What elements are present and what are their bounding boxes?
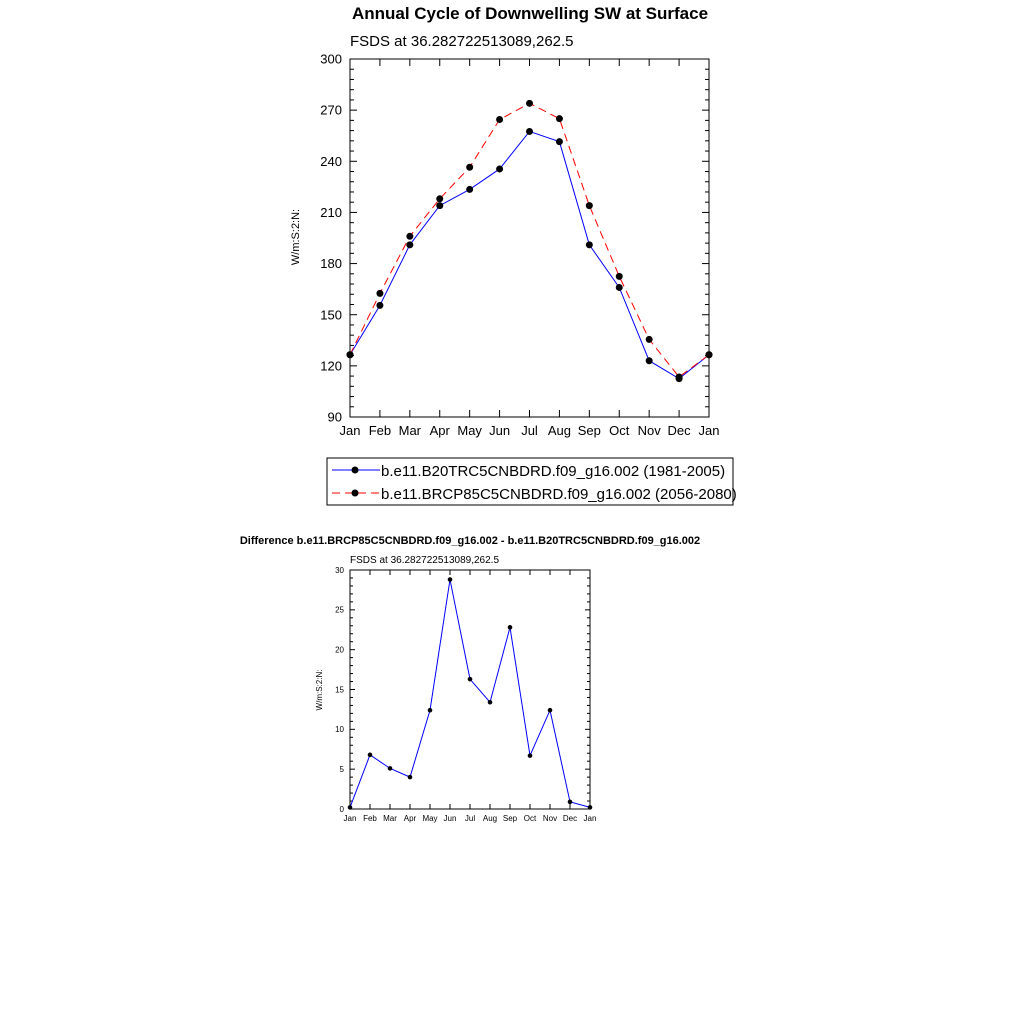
x-tick-label: Jan [343,814,357,823]
diff-plot-frame [350,570,590,809]
diff-chart-subtitle: FSDS at 36.282722513089,262.5 [350,555,500,566]
data-point-series-2 [586,202,593,209]
x-tick-label: Nov [637,423,661,438]
chart-title: Annual Cycle of Downwelling SW at Surface [351,4,709,23]
data-point-series-1 [368,753,373,758]
y-tick-label: 30 [335,565,344,575]
legend-label-series-2: b.e11.BRCP85C5CNBDRD.f09_g16.002 (2056-2080) [381,486,737,503]
x-tick-label: Aug [547,423,571,438]
x-tick-label: May [422,814,438,823]
x-tick-label: Sep [577,423,601,438]
data-point-series-2 [376,290,383,297]
data-point-series-1 [616,284,623,291]
x-axis-ticks [340,59,720,438]
data-point-series-2 [406,233,413,240]
y-axis-ticks [320,52,709,425]
x-tick-label: Jun [489,423,511,438]
diff-x-axis-ticks [344,570,597,823]
data-point-series-1 [496,165,503,172]
x-tick-label: Oct [523,814,537,823]
data-point-series-2 [616,273,623,280]
y-tick-label: 300 [320,51,342,67]
x-tick-label: Sep [502,814,518,823]
x-tick-label: Jan [698,423,720,438]
y-tick-label: 240 [320,153,342,169]
x-tick-label: Jul [464,814,476,823]
data-point-series-1 [548,708,553,713]
data-point-series-2 [646,336,653,343]
difference-chart [240,535,700,823]
x-tick-label: May [457,423,482,438]
y-tick-label: 120 [320,358,342,374]
plot-frame [350,59,709,417]
series-line-2 [350,103,709,377]
data-point-series-1 [406,241,413,248]
y-tick-label: 210 [320,204,342,220]
data-point-series-2 [436,195,443,202]
y-tick-label: 15 [335,685,344,695]
legend-marker-series-2 [352,490,359,497]
y-tick-label: 180 [320,256,342,272]
x-tick-label: Oct [609,423,630,438]
legend-label-series-1: b.e11.B20TRC5CNBDRD.f09_g16.002 (1981-2005) [381,463,726,480]
data-point-series-2 [526,100,533,107]
x-tick-label: Nov [542,814,558,823]
data-point-series-1 [408,775,413,780]
y-tick-label: 10 [335,725,344,735]
data-point-series-1 [466,186,473,193]
data-point-series-1 [588,805,593,810]
data-point-series-2 [466,164,473,171]
data-point-series-1 [468,677,473,682]
diff-y-axis-label: W/m:S:2:N: [315,669,324,711]
y-tick-label: 90 [327,409,342,425]
annual-cycle-chart [290,4,737,505]
x-tick-label: Apr [429,423,450,438]
data-point-series-2 [347,351,354,358]
series-layer [347,100,713,382]
x-tick-label: Jul [521,423,538,438]
data-point-series-2 [556,115,563,122]
data-point-series-1 [508,625,513,630]
legend [327,458,737,505]
diff-series-layer [348,577,593,809]
x-tick-label: Dec [562,814,578,823]
data-point-series-1 [528,753,533,758]
data-point-series-1 [586,241,593,248]
y-tick-label: 20 [335,645,344,655]
x-tick-label: Jan [339,423,361,438]
data-point-series-1 [428,708,433,713]
series-line-1 [350,131,709,378]
data-point-series-1 [568,800,573,805]
data-point-series-1 [488,700,493,705]
chart-subtitle: FSDS at 36.282722513089,262.5 [350,33,574,50]
data-point-series-2 [676,373,683,380]
y-tick-label: 270 [320,102,342,118]
data-point-series-1 [646,357,653,364]
x-tick-label: Mar [398,423,422,438]
diff-y-axis-ticks [335,566,590,814]
legend-marker-series-1 [352,467,359,474]
x-tick-label: Jan [583,814,597,823]
data-point-series-1 [348,805,353,810]
x-tick-label: Dec [667,423,691,438]
y-tick-label: 25 [335,605,344,615]
x-tick-label: Feb [368,423,392,438]
data-point-series-1 [526,128,533,135]
x-tick-label: Feb [363,814,377,823]
data-point-series-1 [436,202,443,209]
x-tick-label: Jun [443,814,457,823]
data-point-series-1 [388,766,393,771]
data-point-series-1 [376,302,383,309]
y-tick-label: 5 [339,764,344,774]
series-line-1 [350,580,590,808]
y-tick-label: 0 [339,804,344,814]
data-point-series-1 [448,577,453,582]
diff-chart-title: Difference b.e11.BRCP85C5CNBDRD.f09_g16.002 - b.e11.B20TRC5CNBDRD.f09_g16.002 [239,535,701,547]
y-axis-label: W/m:S:2:N: [290,208,302,266]
y-tick-label: 150 [320,307,342,323]
data-point-series-2 [496,116,503,123]
x-tick-label: Aug [482,814,498,823]
data-point-series-2 [706,351,713,358]
x-tick-label: Apr [403,814,417,823]
data-point-series-1 [556,138,563,145]
x-tick-label: Mar [383,814,397,823]
